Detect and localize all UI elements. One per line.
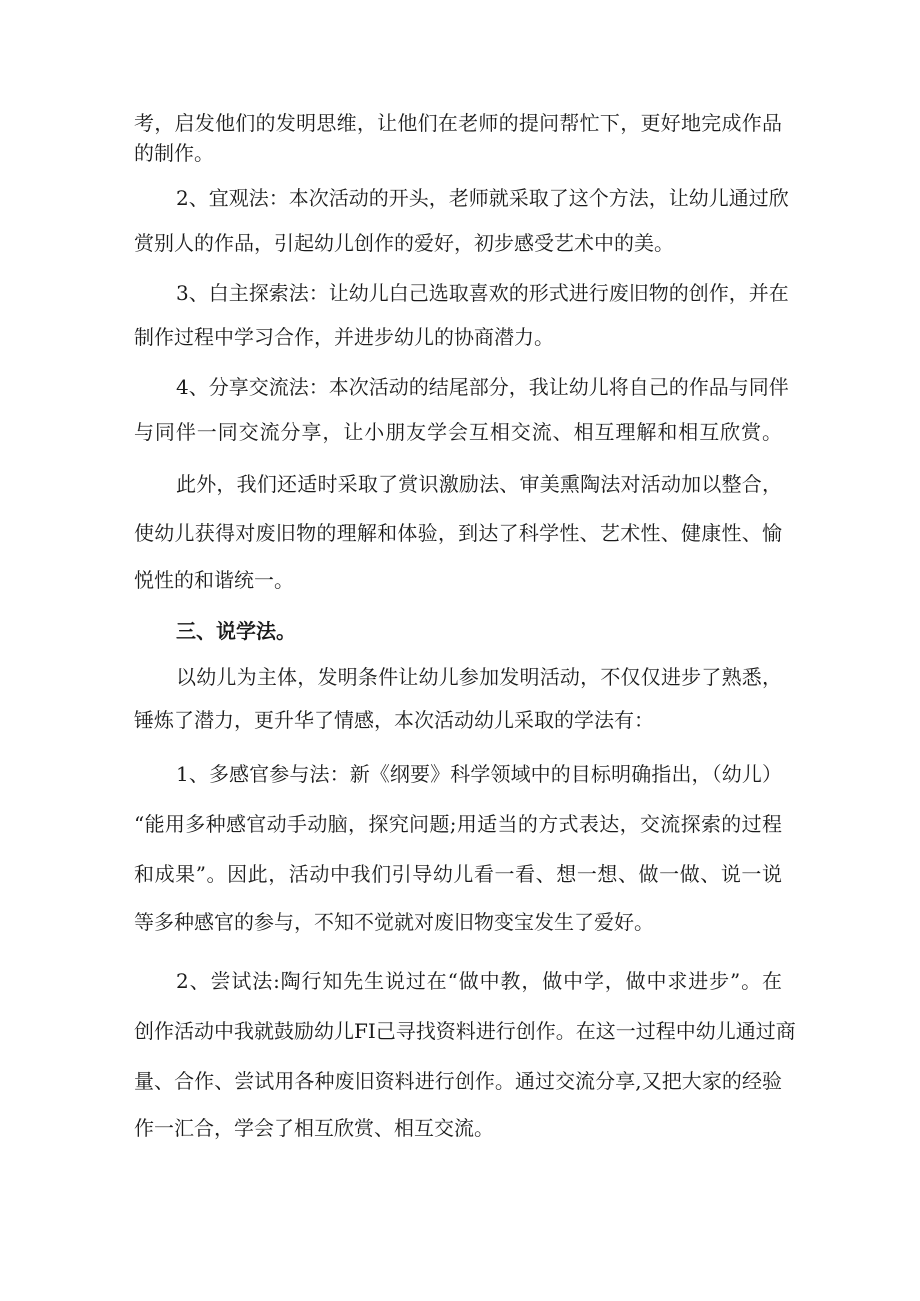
text-line: 等多种感官的参与，不知不觉就对废旧物变宝发生了爱好。	[134, 910, 654, 934]
text-line: 创作活动中我就鼓励幼儿FI己寻找资料进行创作。在这一过程中幼儿通过商	[134, 1019, 796, 1043]
text-line: 的制作。	[134, 141, 214, 165]
text-line: 赏别人的作品，引起幼儿创作的爱好，初步感受艺术中的美。	[134, 231, 674, 255]
text-line: 2、尝试法:陶行知先生说过在“做中教，做中学，做中求进步”。在	[176, 969, 782, 993]
text-line: 考，启发他们的发明思维，让他们在老师的提问帮忙下，更好地完成作品	[134, 111, 782, 135]
text-line: 4、分享交流法：本次活动的结尾部分，我让幼儿将自己的作品与同伴	[176, 375, 789, 399]
text-line: 以幼儿为主体，发明条件让幼儿参加发明活动，不仅仅进步了熟悉，	[176, 665, 782, 689]
text-line: “能用多种感官动手动脑，探究问题;用适当的方式表达，交流探索的过程	[134, 812, 782, 836]
text-line: 此外，我们还适时采取了赏识激励法、审美熏陶法对活动加以整合，	[176, 472, 782, 496]
text-line: 3、白主探索法：让幼儿白己选取喜欢的形式进行废旧物的创作，并在	[176, 281, 789, 305]
text-line: 锤炼了潜力，更升华了情感，本次活动幼儿采取的学法有：	[134, 708, 654, 732]
text-line: 使幼儿获得对废旧物的理解和体验，到达了科学性、艺术性、健康性、愉	[134, 521, 782, 545]
text-line: 制作过程中学习合作，并进步幼儿的协商潜力。	[134, 325, 554, 349]
text-line: 与同伴一同交流分享，让小朋友学会互相交流、相互理解和相互欣赏。	[134, 420, 782, 444]
section-heading: 三、说学法。	[176, 619, 296, 643]
text-line: 作一汇合，学会了相互欣赏、相互交流。	[134, 1116, 494, 1140]
text-line: 悦性的和谐统一。	[134, 568, 294, 592]
text-line: 和成果”。因此，活动中我们引导幼儿看一看、想一想、做一做、说一说	[134, 862, 782, 886]
text-line: 2、宜观法：本次活动的开头，老师就采取了这个方法，让幼儿通过欣	[176, 186, 789, 210]
text-line: 1、多感官参与法：新《纲要》科学领域中的目标明确指出，（幼儿）	[176, 762, 782, 786]
text-line: 量、合作、尝试用各种废旧资料进行创作。通过交流分享,又把大家的经验	[134, 1069, 782, 1093]
